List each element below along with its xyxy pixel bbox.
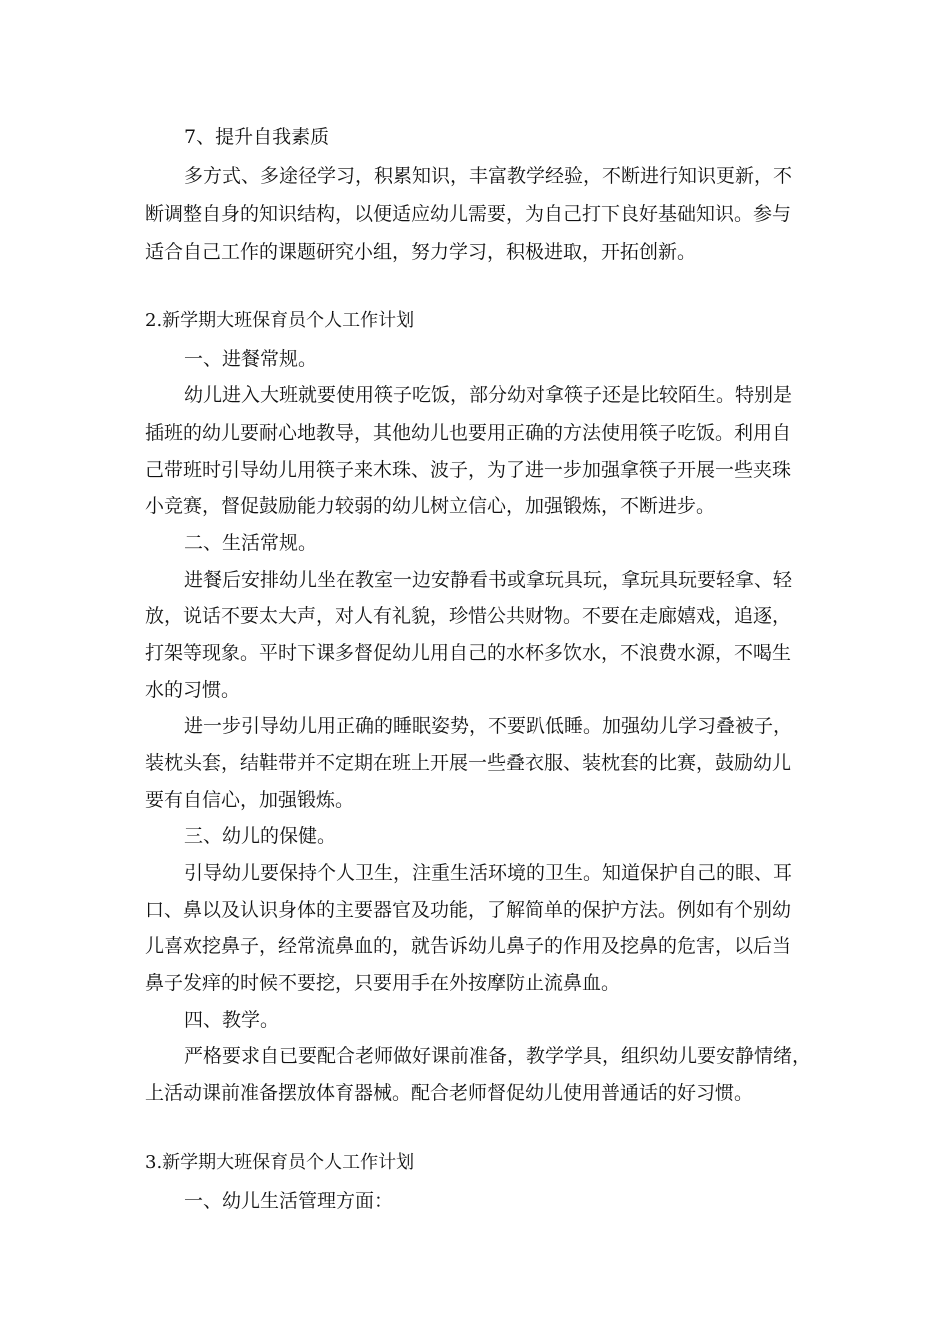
subheading: 7、提升自我素质 (184, 126, 330, 148)
paragraph-line: 上活动课前准备摆放体育器械。配合老师督促幼儿使用普通话的好习惯。 (145, 1082, 754, 1104)
paragraph-line: 装枕头套，结鞋带并不定期在班上开展一些叠衣服、装枕套的比赛，鼓励幼儿 (145, 752, 792, 774)
paragraph-line: 水的习惯。 (145, 679, 241, 701)
paragraph-line: 要有自信心，加强锻炼。 (145, 789, 355, 811)
paragraph-line: 儿喜欢挖鼻子，经常流鼻血的，就告诉幼儿鼻子的作用及挖鼻的危害，以后当 (145, 935, 792, 957)
paragraph-line: 断调整自身的知识结构，以便适应幼儿需要，为自己打下良好基础知识。参与 (145, 203, 792, 225)
paragraph-line: 放，说话不要太大声，对人有礼貌，珍惜公共财物。不要在走廊嬉戏，追逐， (145, 605, 792, 627)
paragraph-line: 严格要求自已要配合老师做好课前准备，教学学具，组织幼儿要安静情绪， (184, 1045, 812, 1067)
section-title: 3.新学期大班保育员个人工作计划 (145, 1152, 415, 1173)
paragraph-line: 小竞赛，督促鼓励能力较弱的幼儿树立信心，加强锻炼，不断进步。 (145, 495, 716, 517)
subheading: 二、生活常规。 (184, 532, 318, 554)
paragraph-line: 多方式、多途径学习，积累知识，丰富教学经验，不断进行知识更新，不 (184, 165, 793, 187)
paragraph-line: 口、鼻以及认识身体的主要器官及功能，了解简单的保护方法。例如有个别幼 (145, 899, 792, 921)
paragraph-line: 适合自己工作的课题研究小组，努力学习，积极进取，开拓创新。 (145, 241, 697, 263)
paragraph-line: 幼儿进入大班就要使用筷子吃饭，部分幼对拿筷子还是比较陌生。特别是 (184, 384, 793, 406)
subheading: 一、进餐常规。 (184, 348, 318, 370)
paragraph-line: 进一步引导幼儿用正确的睡眠姿势，不要趴低睡。加强幼儿学习叠被子， (184, 715, 793, 737)
section-title: 2.新学期大班保育员个人工作计划 (145, 310, 415, 331)
paragraph-line: 鼻子发痒的时候不要挖，只要用手在外按摩防止流鼻血。 (145, 972, 621, 994)
paragraph-line: 插班的幼儿要耐心地教导，其他幼儿也要用正确的方法使用筷子吃饭。利用自 (145, 422, 792, 444)
subheading: 三、幼儿的保健。 (184, 825, 337, 847)
paragraph-line: 己带班时引导幼儿用筷子来木珠、波子，为了进一步加强拿筷子开展一些夹珠 (145, 459, 792, 481)
paragraph-line: 打架等现象。平时下课多督促幼儿用自己的水杯多饮水，不浪费水源，不喝生 (145, 642, 792, 664)
paragraph-line: 引导幼儿要保持个人卫生，注重生活环境的卫生。知道保护自己的眼、耳 (184, 862, 793, 884)
subheading: 四、教学。 (184, 1009, 280, 1031)
paragraph-line: 进餐后安排幼儿坐在教室一边安静看书或拿玩具玩，拿玩具玩要轻拿、轻 (184, 569, 793, 591)
subheading: 一、幼儿生活管理方面： (184, 1190, 394, 1212)
